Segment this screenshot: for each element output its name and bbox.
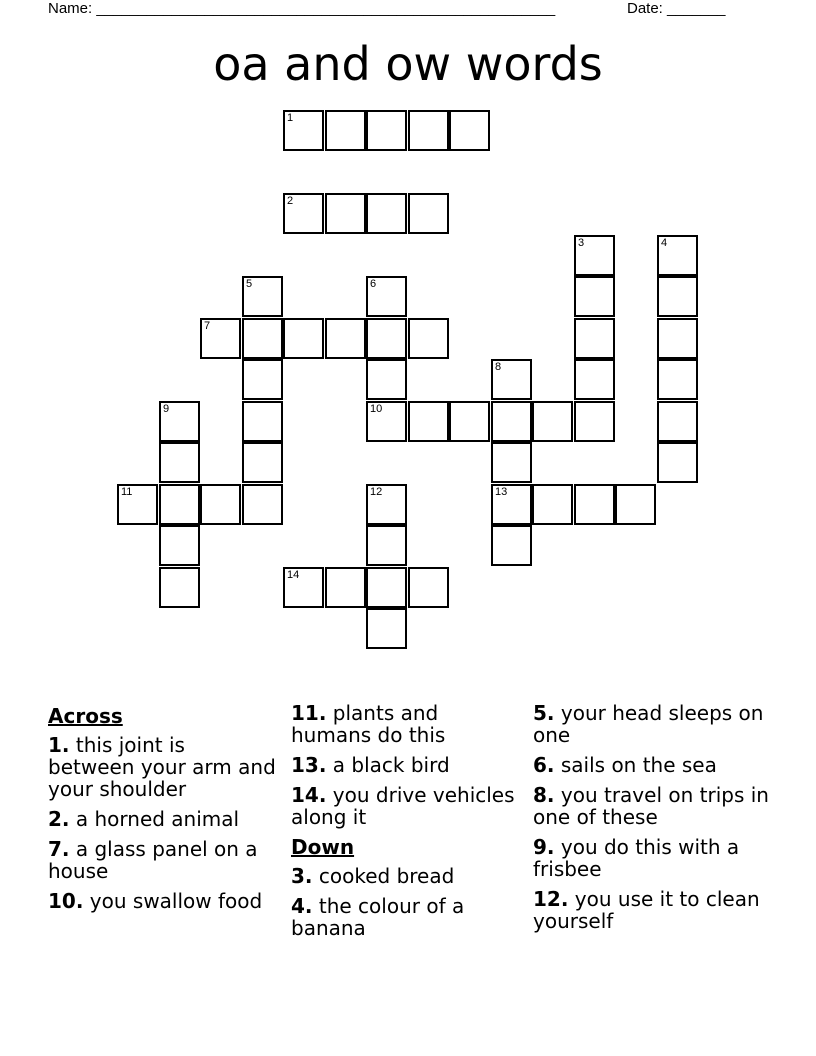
crossword-cell[interactable] [574,276,615,317]
clue-across-13 [291,754,519,776]
crossword-cell[interactable] [491,401,532,442]
down-heading: Down [291,835,355,859]
crossword-cell[interactable] [408,193,449,234]
cell-number: 14 [287,569,300,581]
clue-number: 6. [533,753,555,777]
clue-across-7 [48,838,276,882]
clue-number: 1. [48,733,70,757]
crossword-cell[interactable] [366,484,407,525]
cell-number: 11 [121,486,133,498]
clue-down-9 [533,836,773,880]
crossword-cell[interactable] [325,567,366,608]
crossword-cell[interactable] [159,442,200,483]
crossword-cell[interactable] [242,318,283,359]
crossword-cell[interactable] [491,525,532,566]
crossword-cell[interactable] [574,359,615,400]
clue-across-2 [48,808,276,830]
crossword-cell[interactable] [615,484,656,525]
crossword-cell[interactable] [325,318,366,359]
crossword-cell[interactable] [200,484,241,525]
clue-text: a horned animal [75,807,240,831]
cell-number: 10 [370,403,383,415]
cell-number: 5 [246,278,253,290]
clue-text: you travel on trips in one of these [533,783,769,829]
crossword-cell[interactable] [657,359,698,400]
cell-number: 3 [578,237,585,249]
crossword-cell[interactable] [657,276,698,317]
clue-number: 7. [48,837,70,861]
crossword-cell[interactable] [491,484,532,525]
clue-number: 5. [533,701,555,725]
crossword-cell[interactable] [283,110,324,151]
crossword-cell[interactable] [242,401,283,442]
crossword-cell[interactable] [325,110,366,151]
crossword-cell[interactable] [283,193,324,234]
crossword-cell[interactable] [366,110,407,151]
crossword-cell[interactable] [242,276,283,317]
cell-number: 4 [661,237,668,249]
clue-number: 2. [48,807,70,831]
clue-text: this joint is between your arm and your shoulder [48,733,276,801]
crossword-cell[interactable] [366,359,407,400]
clue-text: you drive vehicles along it [291,783,515,829]
clue-down-8 [533,784,773,828]
crossword-cell[interactable] [366,608,407,649]
clue-text: you use it to clean yourself [533,887,760,933]
crossword-cell[interactable] [366,193,407,234]
crossword-cell[interactable] [159,525,200,566]
clue-down-3 [291,865,519,887]
crossword-cell[interactable] [449,401,490,442]
clue-text: a glass panel on a house [48,837,258,883]
cell-number: 7 [204,320,211,332]
crossword-cell[interactable] [491,359,532,400]
crossword-cell[interactable] [242,442,283,483]
crossword-cell[interactable] [657,318,698,359]
cell-number: 1 [287,112,294,124]
crossword-cell[interactable] [242,484,283,525]
crossword-cell[interactable] [159,484,200,525]
clue-across-14 [291,784,519,828]
clue-number: 8. [533,783,555,807]
crossword-cell[interactable] [574,401,615,442]
crossword-cell[interactable] [159,567,200,608]
clue-text: a black bird [332,753,450,777]
crossword-cell[interactable] [325,193,366,234]
clue-text: plants and humans do this [291,701,446,747]
across-heading: Across [48,704,123,728]
crossword-cell[interactable] [491,442,532,483]
crossword-cell[interactable] [657,442,698,483]
crossword-cell[interactable] [657,235,698,276]
clue-down-5 [533,702,773,746]
clue-text: your head sleeps on one [533,701,764,747]
clue-text: you swallow food [89,889,263,913]
crossword-cell[interactable] [159,401,200,442]
name-field[interactable]: Name: _______________________________________________________ [48,0,556,17]
crossword-cell[interactable] [532,484,573,525]
crossword-cell[interactable] [657,401,698,442]
cell-number: 9 [163,403,170,415]
cell-number: 6 [370,278,377,290]
clue-number: 11. [291,701,327,725]
crossword-cell[interactable] [408,567,449,608]
crossword-cell[interactable] [574,318,615,359]
crossword-cell[interactable] [366,401,407,442]
crossword-cell[interactable] [283,318,324,359]
cell-number: 2 [287,195,294,207]
clue-text: sails on the sea [560,753,717,777]
crossword-cell[interactable] [408,110,449,151]
date-field[interactable]: Date: _______ [627,0,726,17]
page-title: oa and ow words [213,37,603,91]
clue-number: 9. [533,835,555,859]
crossword-cell[interactable] [449,110,490,151]
crossword-cell[interactable] [408,318,449,359]
crossword-cell[interactable] [366,276,407,317]
clue-number: 12. [533,887,569,911]
clue-number: 10. [48,889,84,913]
clue-across-11 [291,702,519,746]
clue-number: 3. [291,864,313,888]
clue-text: the colour of a banana [291,894,465,940]
cell-number: 12 [370,486,383,498]
crossword-cell[interactable] [408,401,449,442]
crossword-cell[interactable] [283,567,324,608]
crossword-cell[interactable] [574,235,615,276]
clue-number: 4. [291,894,313,918]
clue-down-4 [291,895,519,939]
clue-text: cooked bread [318,864,455,888]
clue-down-12 [533,888,773,932]
cell-number: 8 [495,361,502,373]
clue-across-1 [48,734,276,800]
crossword-cell[interactable] [200,318,241,359]
clue-down-6 [533,754,773,776]
crossword-cell[interactable] [366,567,407,608]
clue-number: 13. [291,753,327,777]
crossword-cell[interactable] [366,318,407,359]
cell-number: 13 [495,486,508,498]
clues-column-3 [533,702,773,940]
clues-column-1 [48,702,276,920]
clue-across-10 [48,890,276,912]
crossword-cell[interactable] [574,484,615,525]
clue-number: 14. [291,783,327,807]
clue-text: you do this with a frisbee [533,835,740,881]
clues-column-2 [291,702,519,947]
crossword-cell[interactable] [532,401,573,442]
crossword-cell[interactable] [242,359,283,400]
crossword-cell[interactable] [366,525,407,566]
crossword-cell[interactable] [117,484,158,525]
